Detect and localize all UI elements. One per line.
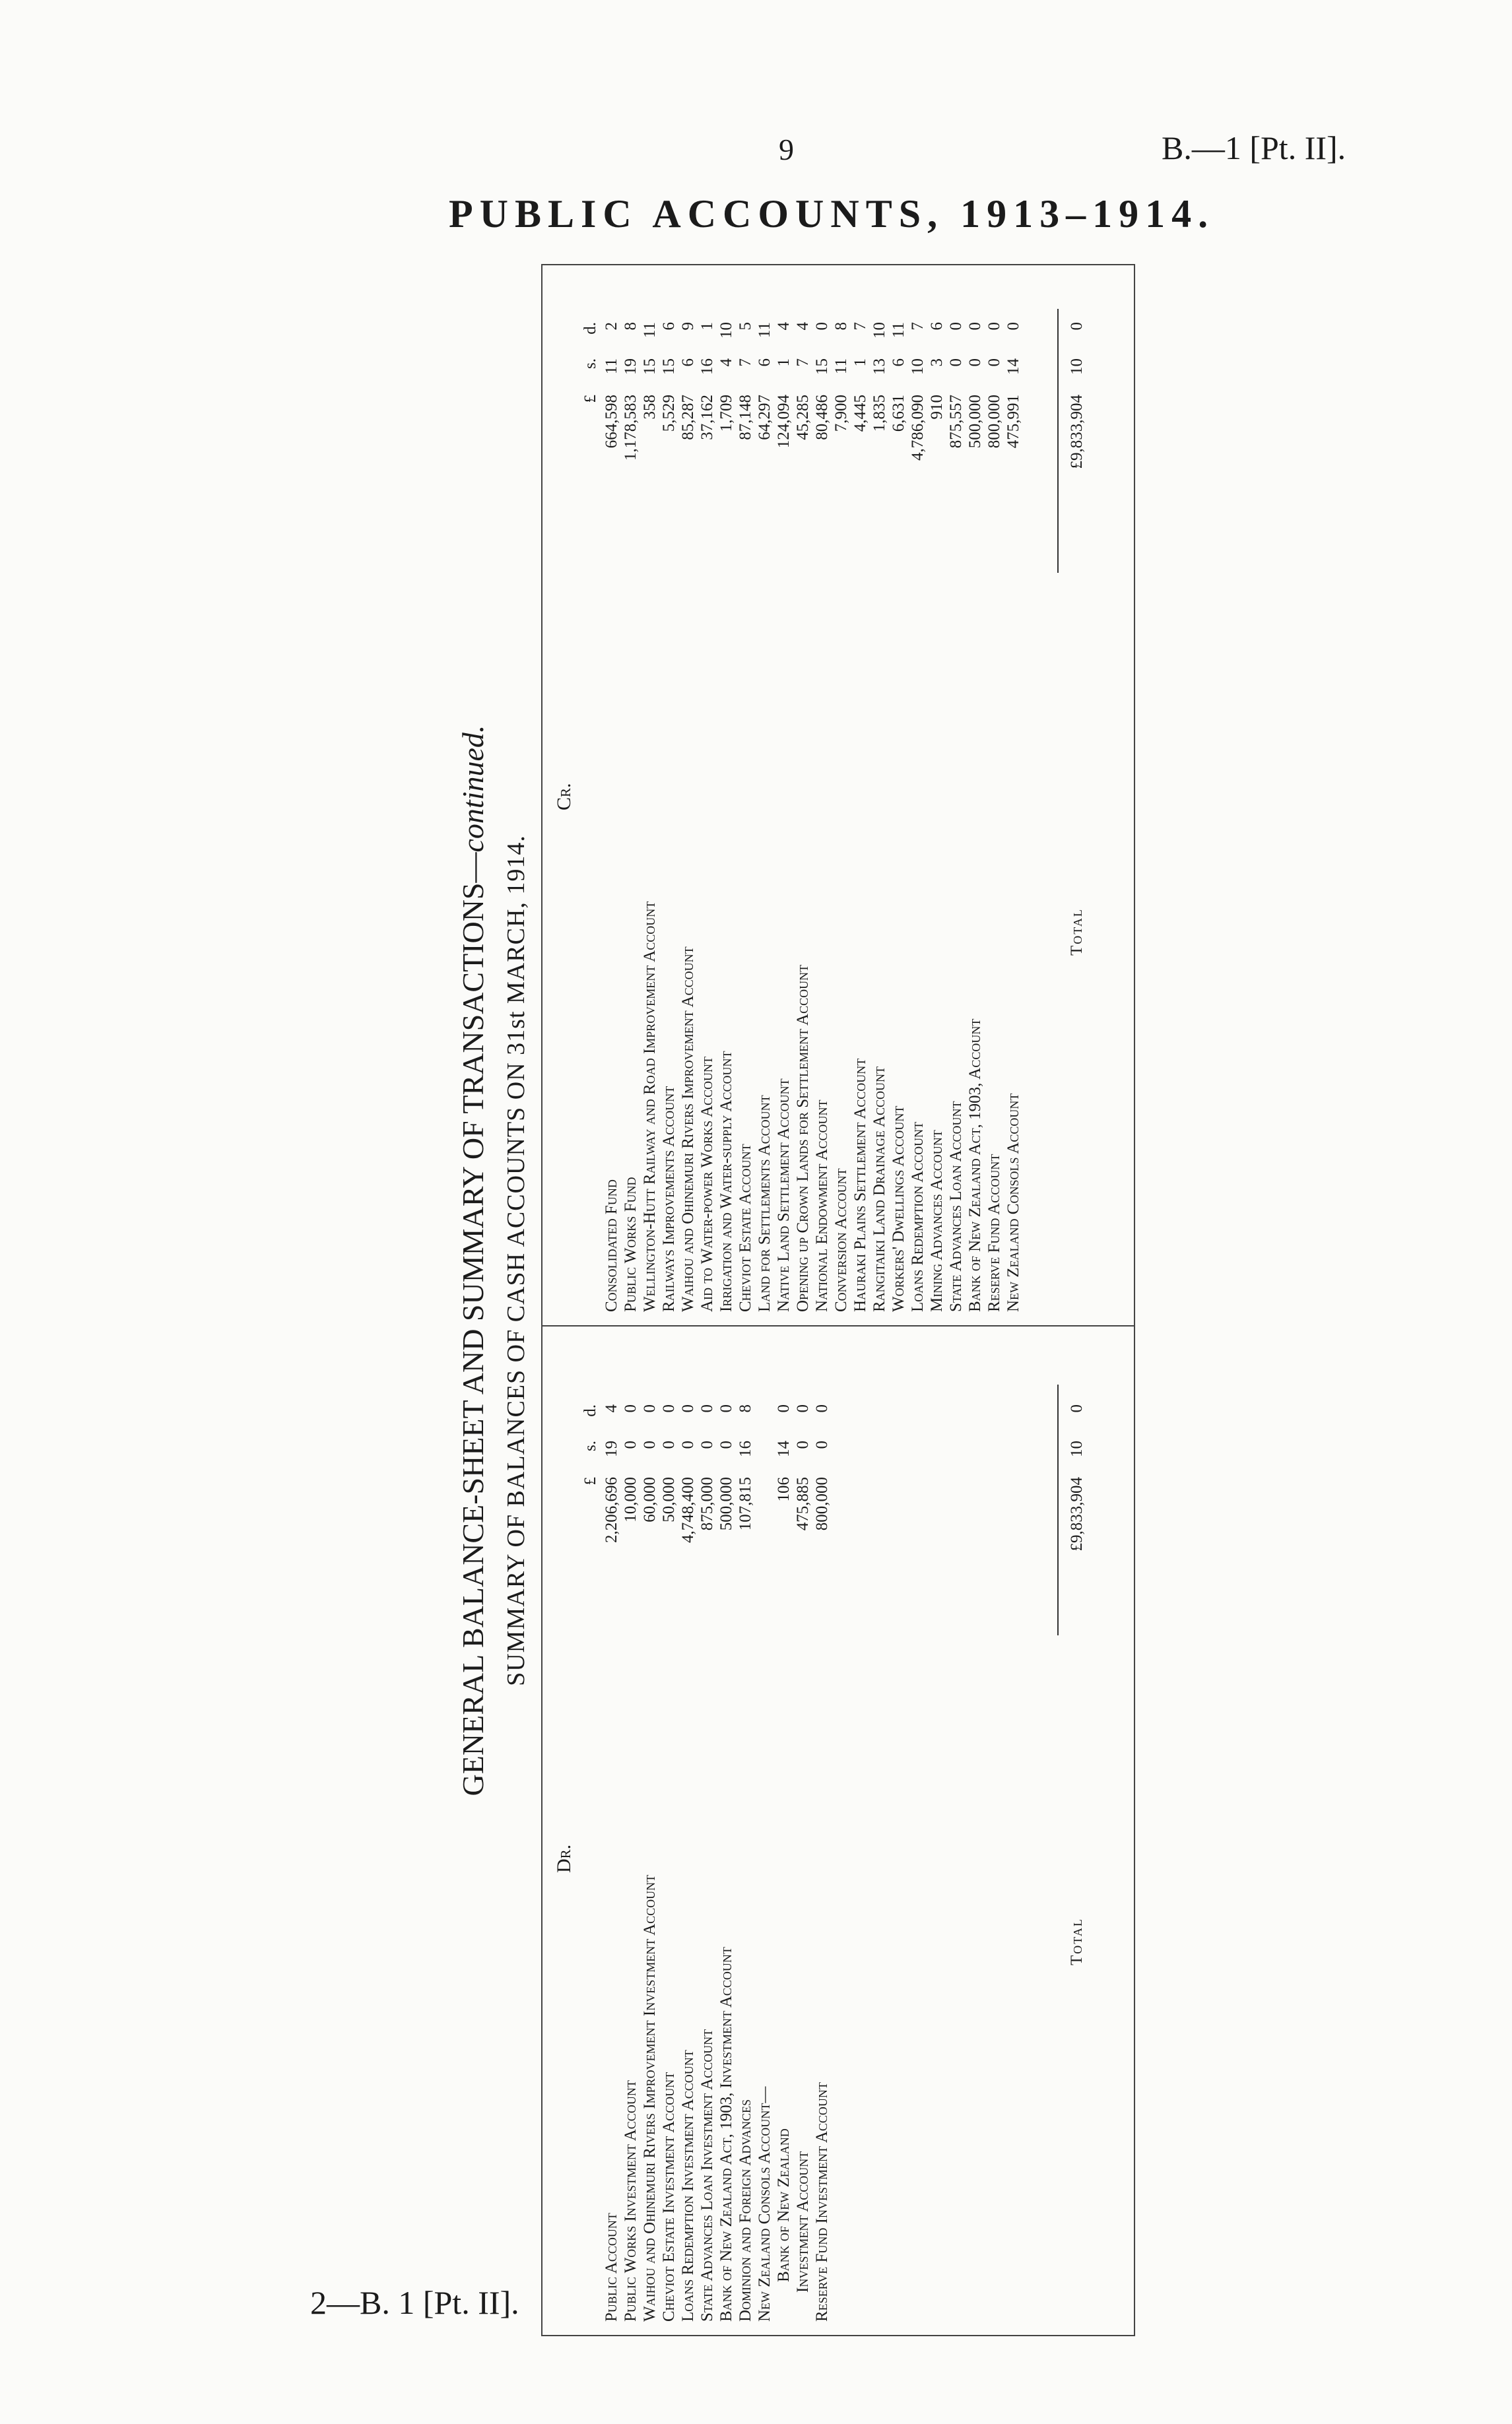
account-name: Loans Redemption Account bbox=[909, 1121, 927, 1312]
pounds-value: 37,162 bbox=[698, 395, 716, 440]
table-row bbox=[889, 278, 908, 1312]
pounds-value: 6,631 bbox=[890, 395, 907, 432]
total-pence: 0 bbox=[1068, 322, 1086, 331]
pence-value: 7 bbox=[851, 322, 869, 331]
money-header-row bbox=[581, 278, 600, 1312]
pence-value: 10 bbox=[871, 322, 888, 339]
shillings-value: 11 bbox=[832, 358, 850, 375]
pence-value: 0 bbox=[947, 322, 965, 331]
shillings-value: 0 bbox=[622, 1441, 640, 1449]
table-row bbox=[755, 1340, 774, 2322]
pounds-value: 475,885 bbox=[794, 1477, 812, 1531]
table-row bbox=[640, 1340, 659, 2322]
page-title: PUBLIC ACCOUNTS, 1913–1914. bbox=[449, 192, 1215, 236]
table-row bbox=[927, 278, 946, 1312]
pence-value: 0 bbox=[698, 1404, 716, 1413]
sheet-heading-main: GENERAL BALANCE-SHEET AND SUMMARY OF TRANSACTIONS— bbox=[456, 852, 490, 1796]
account-name: Waihou and Ohinemuri Rivers Improvement Investment Account bbox=[641, 1874, 659, 2322]
table-row bbox=[602, 278, 621, 1312]
table-row bbox=[755, 278, 774, 1312]
shillings-value: 16 bbox=[737, 1441, 754, 1457]
pounds-value: 87,148 bbox=[737, 395, 754, 440]
table-row bbox=[698, 1340, 717, 2322]
total-label: Total bbox=[1068, 908, 1086, 956]
pounds-value: 80,486 bbox=[813, 395, 831, 440]
page-reference: B.—1 [Pt. II]. bbox=[1162, 129, 1346, 166]
shillings-value: 15 bbox=[641, 358, 659, 375]
account-name: Public Works Investment Account bbox=[622, 2080, 640, 2322]
shillings-value: 10 bbox=[909, 358, 927, 375]
pence-header: d. bbox=[581, 322, 599, 335]
account-name: New Zealand Consols Account— bbox=[756, 2086, 773, 2322]
shillings-value: 19 bbox=[603, 1441, 620, 1457]
pence-value: 0 bbox=[775, 1404, 793, 1413]
pounds-header: £ bbox=[581, 1477, 599, 1486]
total-label: Total bbox=[1068, 1918, 1086, 1965]
pence-value: 5 bbox=[737, 322, 754, 331]
account-name: Loans Redemption Investment Account bbox=[679, 2050, 697, 2322]
pounds-value: 475,991 bbox=[1004, 395, 1022, 449]
table-row bbox=[698, 278, 717, 1312]
debit-label: Dr. bbox=[553, 1844, 575, 1873]
table-row bbox=[717, 278, 736, 1312]
money-header-row bbox=[581, 1340, 600, 2322]
account-name: Irrigation and Water-supply Account bbox=[717, 1051, 735, 1312]
pounds-value: 45,285 bbox=[794, 395, 812, 440]
pence-value: 10 bbox=[717, 322, 735, 339]
pence-value: 0 bbox=[794, 1404, 812, 1413]
pounds-value: 875,557 bbox=[947, 395, 965, 449]
account-name: Bank of New Zealand Act, 1903, Investment Account bbox=[717, 1947, 735, 2322]
pence-value: 4 bbox=[603, 1404, 620, 1413]
pounds-value: 1,709 bbox=[717, 395, 735, 432]
sheet-subheading: SUMMARY OF BALANCES OF CASH ACCOUNTS ON 31st MARCH, 1914. bbox=[502, 835, 530, 1686]
account-name: State Advances Loan Investment Account bbox=[698, 2029, 716, 2322]
pounds-value: 1,178,583 bbox=[622, 395, 640, 461]
pounds-value: 107,815 bbox=[737, 1477, 754, 1531]
account-name: Public Account bbox=[603, 2213, 620, 2322]
account-name: Reserve Fund Account bbox=[985, 1154, 1003, 1312]
pence-value: 11 bbox=[641, 322, 659, 339]
balance-sheet bbox=[449, 257, 1142, 2336]
table-row bbox=[966, 278, 985, 1312]
total-pounds: £9,833,904 bbox=[1068, 1477, 1086, 1552]
table-row bbox=[659, 278, 678, 1312]
pounds-value: 875,000 bbox=[698, 1477, 716, 1531]
shillings-value: 0 bbox=[660, 1441, 678, 1449]
account-name: Hauraki Plains Settlement Account bbox=[851, 1058, 869, 1312]
table-row bbox=[946, 278, 966, 1312]
table-row bbox=[717, 1340, 736, 2322]
table-row bbox=[774, 1340, 793, 2322]
account-name: Cheviot Estate Investment Account bbox=[660, 2072, 678, 2322]
total-row bbox=[1067, 1340, 1086, 2322]
table-row bbox=[621, 1340, 640, 2322]
table-row bbox=[659, 1340, 678, 2322]
shillings-value: 7 bbox=[794, 358, 812, 367]
account-name: National Endowment Account bbox=[813, 1099, 831, 1312]
total-shillings: 10 bbox=[1068, 358, 1086, 375]
pence-value: 4 bbox=[794, 322, 812, 331]
table-row bbox=[640, 278, 659, 1312]
pence-value: 11 bbox=[890, 322, 907, 339]
pence-value: 2 bbox=[603, 322, 620, 331]
shillings-value: 0 bbox=[947, 358, 965, 367]
pence-header: d. bbox=[581, 1404, 599, 1417]
pounds-value: 5,529 bbox=[660, 395, 678, 432]
shillings-value: 0 bbox=[985, 358, 1003, 367]
table-row bbox=[1004, 278, 1023, 1312]
sheet-heading bbox=[455, 403, 490, 2118]
pence-value: 0 bbox=[641, 1404, 659, 1413]
pounds-value: 4,786,090 bbox=[909, 395, 927, 461]
account-name: Workers' Dwellings Account bbox=[890, 1105, 907, 1312]
total-rule bbox=[1057, 1385, 1059, 1635]
pounds-header: £ bbox=[581, 395, 599, 403]
shillings-header: s. bbox=[581, 1441, 599, 1451]
pence-value: 0 bbox=[622, 1404, 640, 1413]
total-shillings: 10 bbox=[1068, 1441, 1086, 1457]
table-row bbox=[736, 278, 755, 1312]
table-row bbox=[678, 278, 698, 1312]
shillings-value: 0 bbox=[717, 1441, 735, 1449]
shillings-value: 6 bbox=[890, 358, 907, 367]
table-row bbox=[678, 1340, 698, 2322]
table-row bbox=[774, 278, 793, 1312]
pence-value: 0 bbox=[985, 322, 1003, 331]
pounds-value: 50,000 bbox=[660, 1477, 678, 1523]
account-name: Waihou and Ohinemuri Rivers Improvement Account bbox=[679, 946, 697, 1312]
page-number: 9 bbox=[779, 133, 794, 166]
shillings-value: 6 bbox=[679, 358, 697, 367]
pence-value: 0 bbox=[1004, 322, 1022, 331]
account-name: Railways Improvements Account bbox=[660, 1086, 678, 1312]
account-name: Reserve Fund Investment Account bbox=[813, 2082, 831, 2322]
table-row bbox=[870, 278, 889, 1312]
account-name: Public Works Fund bbox=[622, 1177, 640, 1312]
table-row bbox=[985, 278, 1004, 1312]
pence-value: 0 bbox=[966, 322, 984, 331]
pence-value: 0 bbox=[679, 1404, 697, 1413]
shillings-value: 0 bbox=[641, 1441, 659, 1449]
shillings-value: 0 bbox=[679, 1441, 697, 1449]
pounds-value: 7,900 bbox=[832, 395, 850, 432]
shillings-value: 0 bbox=[794, 1441, 812, 1449]
pounds-value: 358 bbox=[641, 395, 659, 420]
table-row bbox=[602, 1340, 621, 2322]
pence-value: 8 bbox=[622, 322, 640, 331]
account-name: Consolidated Fund bbox=[603, 1179, 620, 1312]
shillings-value: 0 bbox=[698, 1441, 716, 1449]
shillings-header: s. bbox=[581, 358, 599, 369]
shillings-value: 14 bbox=[1004, 358, 1022, 375]
pence-value: 1 bbox=[698, 322, 716, 331]
table-row bbox=[812, 278, 832, 1312]
table-row bbox=[832, 278, 851, 1312]
pounds-value: 1,835 bbox=[871, 395, 888, 432]
pounds-value: 664,598 bbox=[603, 395, 620, 449]
shillings-value: 4 bbox=[717, 358, 735, 367]
account-name: Bank of New Zealand Act, 1903, Account bbox=[966, 1018, 984, 1312]
shillings-value: 0 bbox=[966, 358, 984, 367]
table-row bbox=[621, 278, 640, 1312]
table-row bbox=[812, 1340, 832, 2322]
total-pounds: £9,833,904 bbox=[1068, 395, 1086, 469]
account-name: Rangitaiki Land Drainage Account bbox=[871, 1066, 888, 1312]
pounds-value: 2,206,696 bbox=[603, 1477, 620, 1543]
shillings-value: 6 bbox=[756, 358, 773, 367]
pence-value: 0 bbox=[717, 1404, 735, 1413]
pounds-value: 64,297 bbox=[756, 395, 773, 440]
total-rule bbox=[1057, 309, 1059, 573]
pence-value: 4 bbox=[775, 322, 793, 331]
account-name: New Zealand Consols Account bbox=[1004, 1093, 1022, 1312]
shillings-value: 3 bbox=[928, 358, 946, 367]
pounds-value: 800,000 bbox=[985, 395, 1003, 449]
pounds-value: 4,748,400 bbox=[679, 1477, 697, 1543]
pounds-value: 4,445 bbox=[851, 395, 869, 432]
shillings-value: 0 bbox=[813, 1441, 831, 1449]
pounds-value: 124,094 bbox=[775, 395, 793, 449]
table-row bbox=[908, 278, 927, 1312]
pence-value: 0 bbox=[660, 1404, 678, 1413]
pence-value: 0 bbox=[813, 1404, 831, 1413]
pence-value: 6 bbox=[660, 322, 678, 331]
credit-label: Cr. bbox=[553, 783, 575, 810]
pence-value: 9 bbox=[679, 322, 697, 331]
pence-value: 8 bbox=[737, 1404, 754, 1413]
pounds-value: 60,000 bbox=[641, 1477, 659, 1523]
account-name: Cheviot Estate Account bbox=[737, 1144, 754, 1312]
account-name: Opening up Crown Lands for Settlement Account bbox=[794, 964, 812, 1312]
account-name: Wellington-Hutt Railway and Road Improvement Account bbox=[641, 901, 659, 1312]
pence-value: 11 bbox=[756, 322, 773, 339]
accounts-table bbox=[541, 264, 1135, 2336]
account-name: Mining Advances Account bbox=[928, 1130, 946, 1312]
shillings-value: 11 bbox=[603, 358, 620, 375]
sheet-heading-continued: continued. bbox=[456, 725, 490, 853]
shillings-value: 16 bbox=[698, 358, 716, 375]
table-row bbox=[793, 1340, 812, 2322]
shillings-value: 13 bbox=[871, 358, 888, 375]
shillings-value: 15 bbox=[813, 358, 831, 375]
debit-side bbox=[542, 1325, 1134, 2335]
pence-value: 6 bbox=[928, 322, 946, 331]
pence-value: 7 bbox=[909, 322, 927, 331]
total-pence: 0 bbox=[1068, 1404, 1086, 1413]
pounds-value: 800,000 bbox=[813, 1477, 831, 1531]
pounds-value: 500,000 bbox=[966, 395, 984, 449]
account-name: Native Land Settlement Account bbox=[775, 1078, 793, 1312]
pounds-value: 910 bbox=[928, 395, 946, 420]
account-name: Land for Settlements Account bbox=[756, 1095, 773, 1312]
table-row bbox=[793, 278, 812, 1312]
account-name: Bank of New Zealand bbox=[775, 2128, 793, 2282]
pounds-value: 500,000 bbox=[717, 1477, 735, 1531]
account-name: State Advances Loan Account bbox=[947, 1101, 965, 1312]
account-name: Dominion and Foreign Advances bbox=[737, 2099, 754, 2322]
table-row bbox=[736, 1340, 755, 2322]
pounds-value: 106 bbox=[775, 1477, 793, 1502]
pounds-value: 85,287 bbox=[679, 395, 697, 440]
shillings-value: 19 bbox=[622, 358, 640, 375]
account-name: Investment Account bbox=[794, 2151, 812, 2293]
page-footer: 2—B. 1 [Pt. II]. bbox=[310, 2284, 519, 2321]
total-row bbox=[1067, 278, 1086, 1312]
shillings-value: 1 bbox=[775, 358, 793, 367]
shillings-value: 7 bbox=[737, 358, 754, 367]
shillings-value: 14 bbox=[775, 1441, 793, 1457]
pence-value: 0 bbox=[813, 322, 831, 331]
shillings-value: 15 bbox=[660, 358, 678, 375]
account-name: Conversion Account bbox=[832, 1168, 850, 1312]
pence-value: 8 bbox=[832, 322, 850, 331]
shillings-value: 1 bbox=[851, 358, 869, 367]
credit-side bbox=[542, 265, 1134, 1325]
account-name: Aid to Water-power Works Account bbox=[698, 1056, 716, 1312]
pounds-value: 10,000 bbox=[622, 1477, 640, 1523]
table-row bbox=[851, 278, 870, 1312]
